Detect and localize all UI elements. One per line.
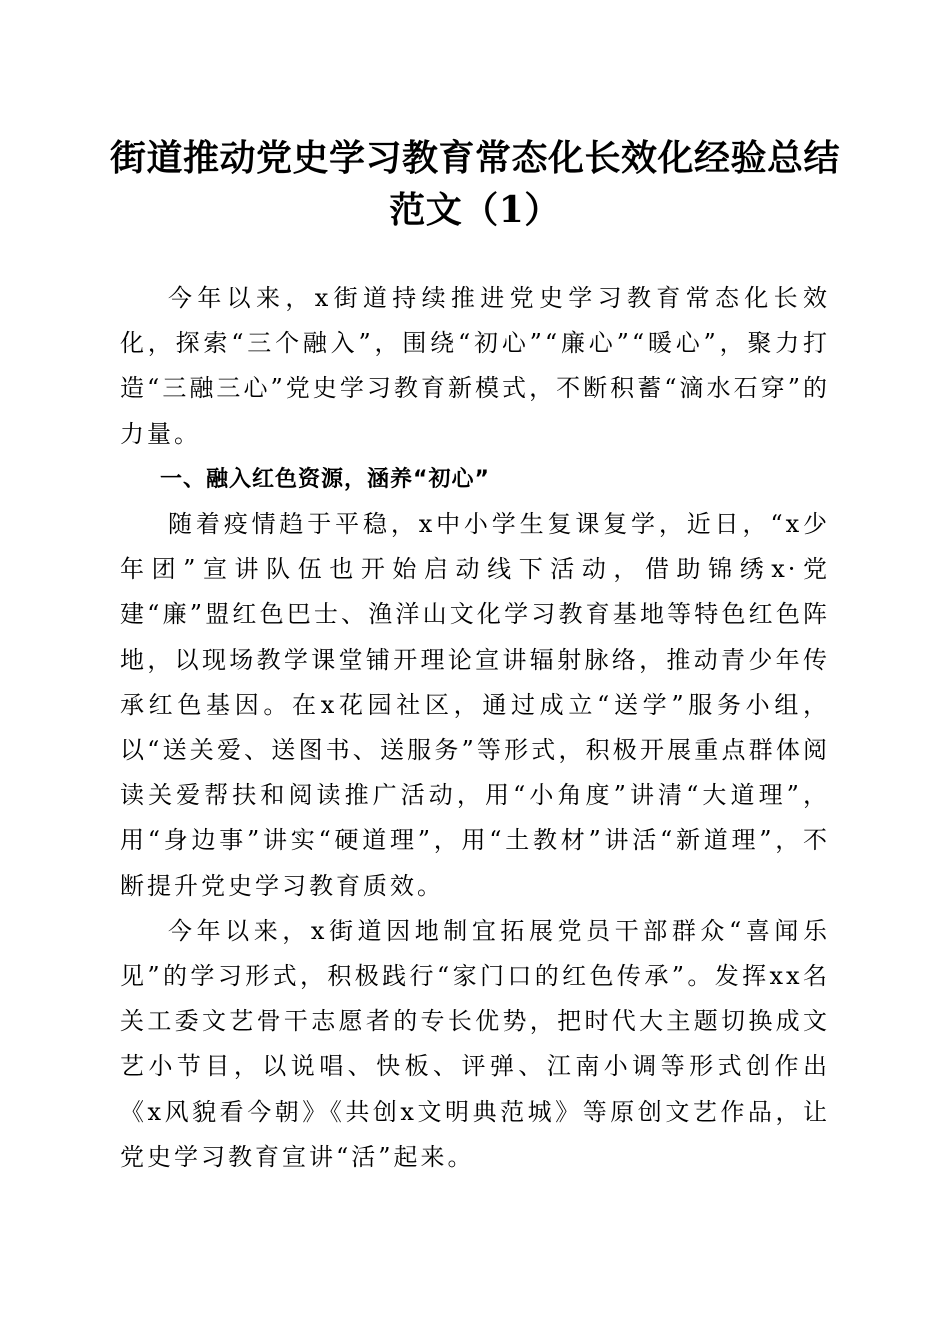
paragraph-intro: 今年以来，x街道持续推进党史学习教育常态化长效化，探索“三个融入”，围绕“初心”“廉心”“暖心”，聚力打造“三融三心”党史学习教育新模式，不断积蓄“滴水石穿”的力量。 (120, 284, 830, 448)
title-line-1: 街道推动党史学习教育常态化长效化经验总结 (110, 137, 841, 179)
document-title (110, 132, 840, 236)
title-line-2: 范文（1） (389, 189, 561, 231)
paragraph-section-1-a: 随着疫情趋于平稳，x中小学生复课复学，近日，“x少年团”宣讲队伍也开始启动线下活动，借助锦绣x·党建“廉”盟红色巴士、渔洋山文化学习教育基地等特色红色阵地，以现场教学课堂铺开理论宣讲辐射脉络，推动青少年传承红色基因。在x花园社区，通过成立“送学”服务小组，以“送关爱、送图书、送服务”等形式，积极开展重点群体阅读关爱帮扶和阅读推广活动，用“小角度”讲清“大道理”，用“身边事”讲实“硬道理”，用“土教材”讲活“新道理”，不断提升党史学习教育质效。 (120, 510, 830, 900)
paragraph-section-1-b: 今年以来，x街道因地制宜拓展党员干部群众“喜闻乐见”的学习形式，积极践行“家门口的红色传承”。发挥xx名关工委文艺骨干志愿者的专长优势，把时代大主题切换成文艺小节目，以说唱、快板、评弹、江南小调等形式创作出《x风貌看今朝》《共创x文明典范城》等原创文艺作品，让党史学习教育宣讲“活”起来。 (120, 916, 830, 1171)
section-heading-1: 一、融入红色资源，涵养“初心” (160, 466, 490, 492)
document-body (120, 276, 830, 1180)
